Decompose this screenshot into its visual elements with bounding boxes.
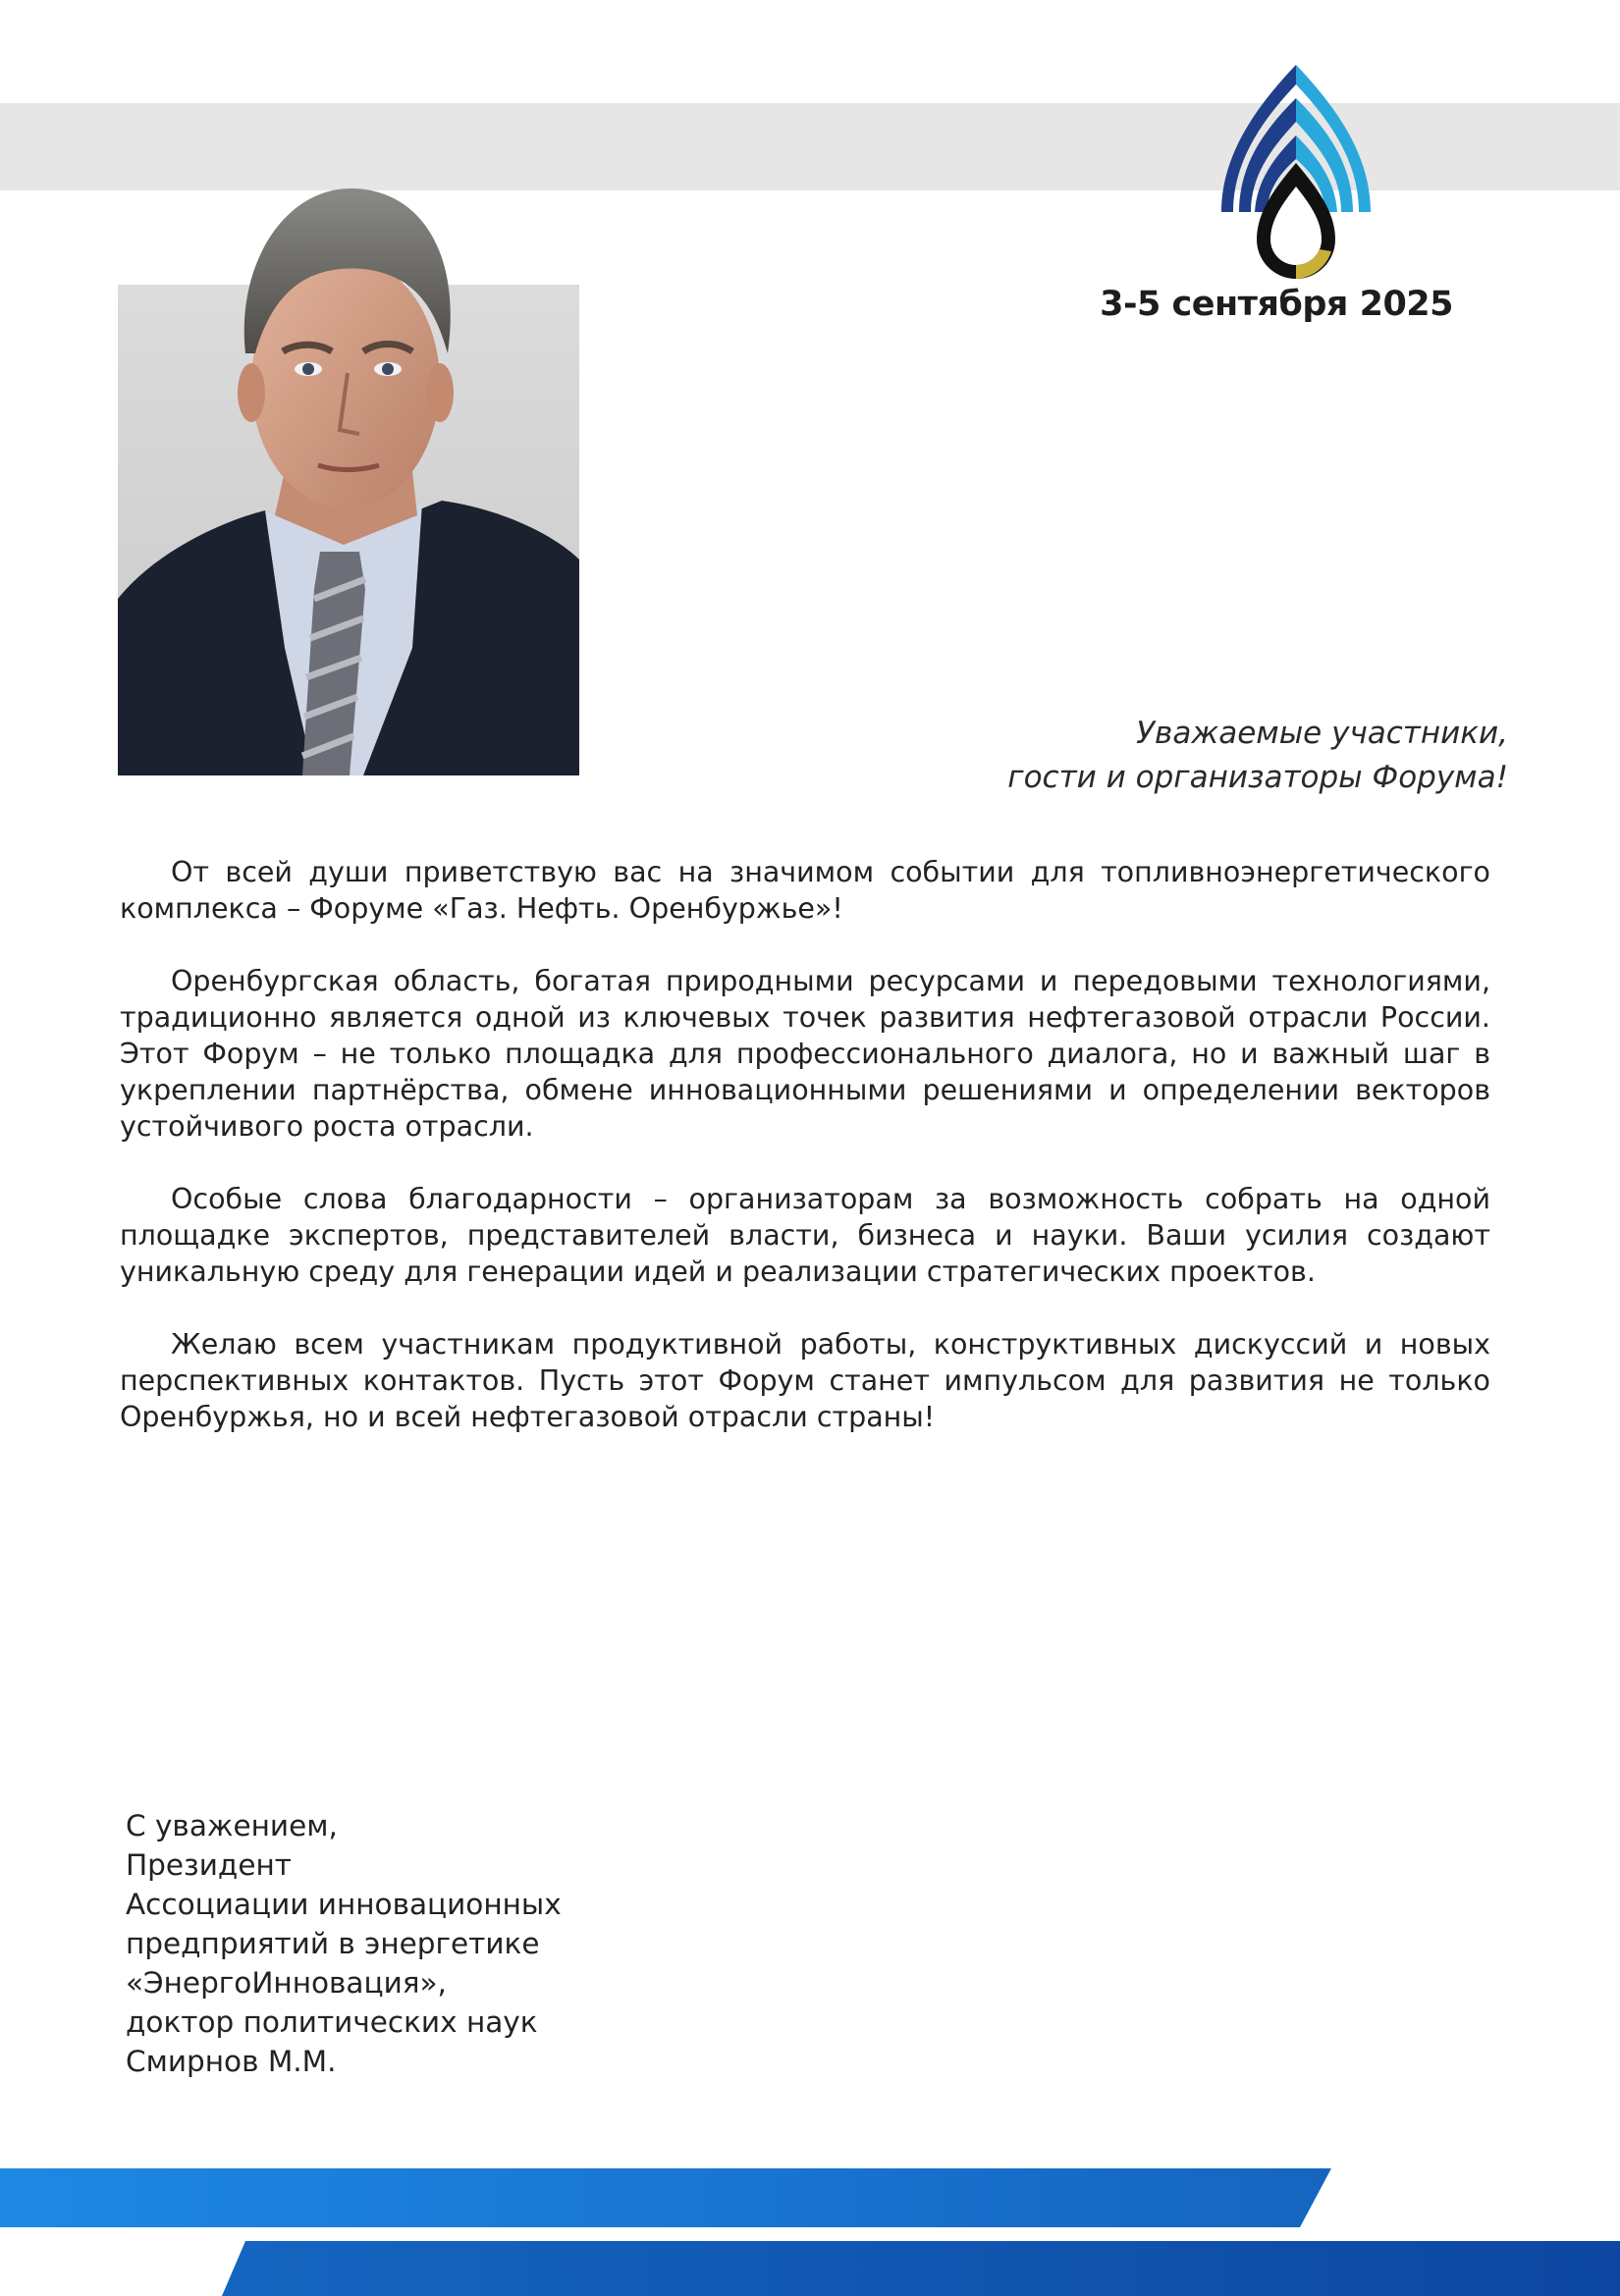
signature-line: Ассоциации инновационных <box>126 1888 562 1921</box>
footer-stripes <box>0 2164 1620 2296</box>
salutation-line: гости и организаторы Форума! <box>1007 760 1508 795</box>
salutation <box>624 712 1508 800</box>
forum-logo-icon <box>1215 65 1377 289</box>
letter-paragraph: Особые слова благодарности – организаторам за возможность собрать на одной площадке экспертов, представителей власти, бизнеса и науки. Ваши усилия создают уникальную среду для генерации идей и реализации стратегических проектов. <box>120 1183 1490 1288</box>
letter-paragraph: От всей души приветствую вас на значимом событии для топливноэнергетического комплекса – Форуме «Газ. Нефть. Оренбуржье»! <box>120 856 1490 925</box>
signature-line: Смирнов М.М. <box>126 2045 337 2078</box>
signature-line: Президент <box>126 1848 292 1882</box>
portrait-photo <box>118 187 579 775</box>
signature-line: предприятий в энергетике <box>126 1927 540 1960</box>
event-date: 3-5 сентября 2025 <box>1100 285 1453 324</box>
signature-line: «ЭнергоИнновация», <box>126 1966 447 2000</box>
letter-body <box>120 854 1490 1471</box>
letter-paragraph: Желаю всем участникам продуктивной работы, конструктивных дискуссий и новых перспективных контактов. Пусть этот Форум станет импульсом для развития не только Оренбуржья, но и всей нефтегазовой отрасли страны! <box>120 1328 1490 1433</box>
signature-line: доктор политических наук <box>126 2005 538 2039</box>
signature-line: С уважением, <box>126 1809 338 1842</box>
salutation-line: Уважаемые участники, <box>1136 716 1508 751</box>
header-band <box>0 103 1620 190</box>
signature-block <box>126 1806 562 2081</box>
letter-paragraph: Оренбургская область, богатая природными ресурсами и передовыми технологиями, традиционно является одной из ключевых точек развития нефтегазовой отрасли России. Этот Форум – не только площадка для профессионального диалога, но и важный шаг в укреплении партнёрства, обмене инновационными решениями и определении векторов устойчивого роста отрасли. <box>120 965 1490 1143</box>
